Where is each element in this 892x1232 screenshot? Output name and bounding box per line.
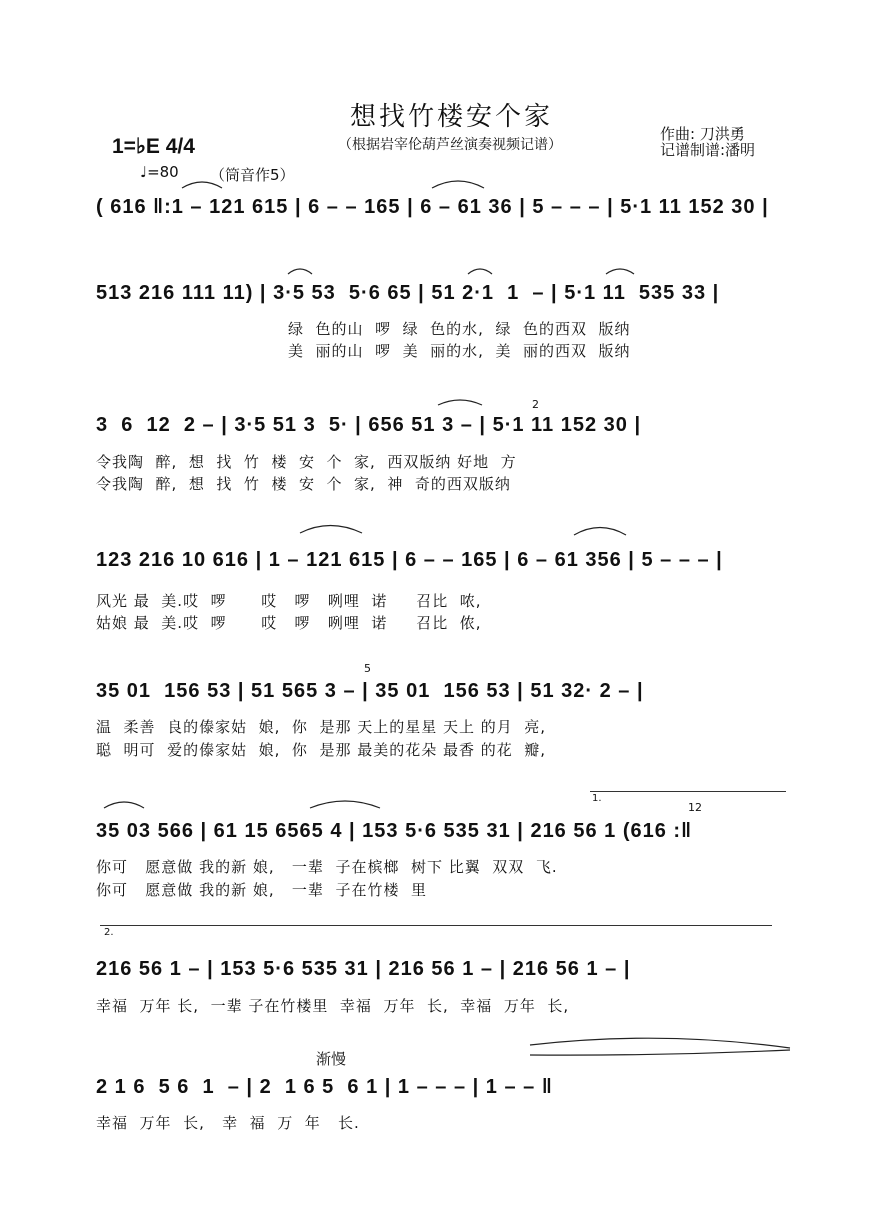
system-2-notes: 513 216 111 11) | 3·5 53 5·6 65 | 51 2·1 1 – | 5·1 11 535 33 | xyxy=(96,282,720,304)
crescendo-hairpin xyxy=(530,1038,790,1048)
crescendo-hairpin xyxy=(530,1050,790,1055)
system-2-lyric-1: 绿 色的山 啰 绿 色的水, 绿 色的西双 版纳 xyxy=(288,320,631,338)
system-7-lyric-1: 幸福 万年 长, 一辈 子在竹楼里 幸福 万年 长, 幸福 万年 长, xyxy=(96,997,570,1015)
transcriber-credit: 记谱制谱:潘明 xyxy=(660,141,756,159)
system-4-lyric-1: 风光 最 美.哎 啰 哎 啰 咧哩 诺 召比 哝, xyxy=(96,592,482,610)
slur xyxy=(574,528,626,536)
system-5-notes: 35 01 156 53 | 51 565 3 – | 35 01 156 53 | 51 32· 2 – | xyxy=(96,680,644,702)
slur xyxy=(468,269,492,274)
page-title: 想找竹楼安个家 xyxy=(350,102,554,132)
grace-note-5: 5 xyxy=(364,662,371,675)
system-5-lyric-1: 温 柔善 良的傣家姑 娘, 你 是那 天上的星星 天上 的月 亮, xyxy=(96,718,547,736)
system-3-lyric-2: 令我陶 醉, 想 找 竹 楼 安 个 家, 神 奇的西双版纳 xyxy=(96,475,511,493)
grace-note-2: 2 xyxy=(532,398,539,411)
first-ending-label: 1. xyxy=(592,793,602,804)
slur xyxy=(104,802,144,808)
system-1-notes: ( 616 ‖:1 – 121 615 | 6 – – 165 | 6 – 61 36 | 5 – – – | 5·1 11 152 30 | xyxy=(96,196,769,218)
system-8-lyric-1: 幸福 万年 长, 幸 福 万 年 长. xyxy=(96,1114,360,1132)
system-3-lyric-1: 令我陶 醉, 想 找 竹 楼 安 个 家, 西双版纳 好地 方 xyxy=(96,453,517,471)
system-7-notes: 216 56 1 – | 153 5·6 535 31 | 216 56 1 – | 216 56 1 – | xyxy=(96,958,631,980)
system-8-notes: 2 1 6 5 6 1 – | 2 1 6 5 6 1 | 1 – – – | 1 – – ‖ xyxy=(96,1076,553,1098)
slur xyxy=(182,182,222,188)
system-4-notes: 123 216 10 616 | 1 – 121 615 | 6 – – 165 | 6 – 61 356 | 5 – – – | xyxy=(96,549,723,571)
slur xyxy=(300,526,362,534)
slur xyxy=(438,400,482,405)
slur xyxy=(288,269,312,274)
slur xyxy=(606,269,634,274)
tempo-marking: ♩=80 xyxy=(140,163,179,181)
composer-credit: 作曲: 刀洪勇 xyxy=(660,125,745,143)
system-4-lyric-2: 姑娘 最 美.哎 啰 哎 啰 咧哩 诺 召比 侬, xyxy=(96,614,482,632)
system-6-lyric-1: 你可 愿意做 我的新 娘, 一辈 子在槟榔 树下 比翼 双双 飞. xyxy=(96,858,558,876)
subtitle: （根据岩宰伦葫芦丝演奏视频记谱） xyxy=(338,137,562,153)
ritardando-marking: 渐慢 xyxy=(316,1050,347,1068)
grace-note-12: 12 xyxy=(688,801,702,814)
system-6-notes: 35 03 566 | 61 15 6565 4 | 153 5·6 535 31 | 216 56 1 (616 :‖ xyxy=(96,820,693,842)
key-signature: 1=♭E 4/4 xyxy=(112,135,195,158)
system-5-lyric-2: 聪 明可 爱的傣家姑 娘, 你 是那 最美的花朵 最香 的花 瓣, xyxy=(96,741,547,759)
slur xyxy=(432,181,484,188)
system-2-lyric-2: 美 丽的山 啰 美 丽的水, 美 丽的西双 版纳 xyxy=(288,342,631,360)
second-ending-label: 2. xyxy=(104,927,114,938)
system-6-lyric-2: 你可 愿意做 我的新 娘, 一辈 子在竹楼 里 xyxy=(96,881,427,899)
note-system-label: （筒音作5） xyxy=(210,166,295,184)
system-3-notes: 3 6 12 2 – | 3·5 51 3 5· | 656 51 3 – | 5·1 11 152 30 | xyxy=(96,414,642,436)
slur xyxy=(310,801,380,808)
